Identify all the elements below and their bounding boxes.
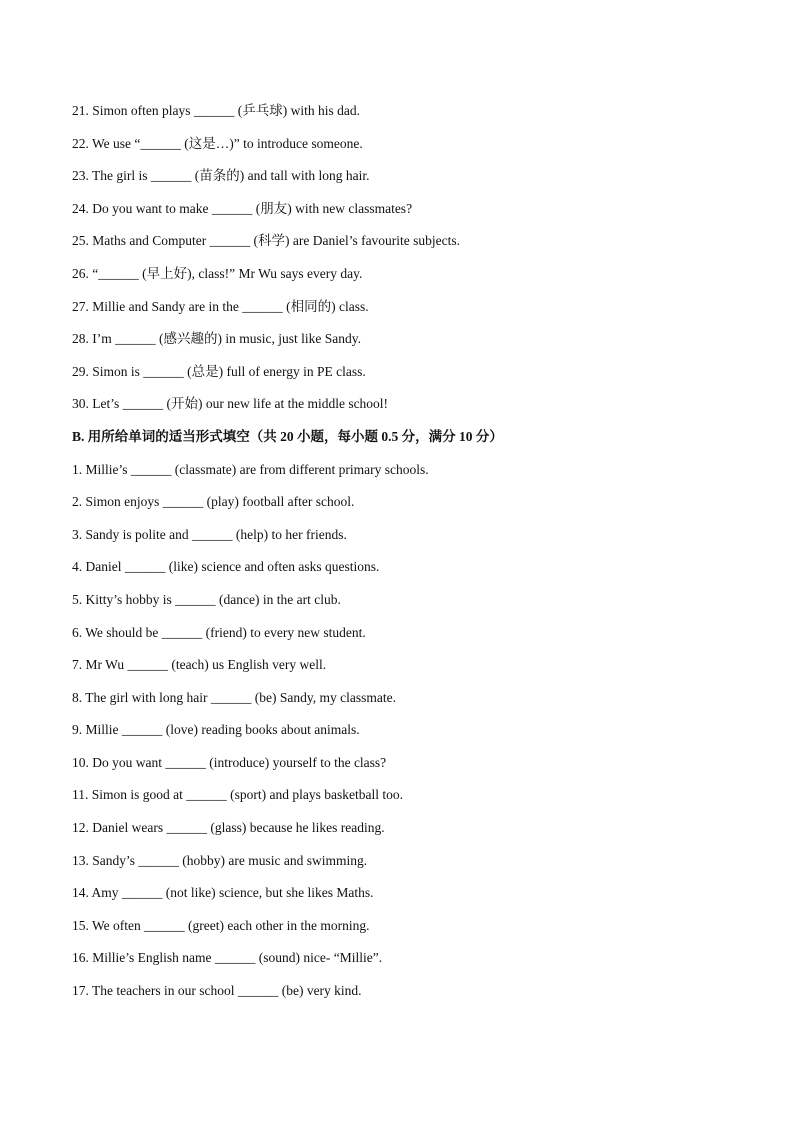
- question-21: 21. Simon often plays ______ (乒乓球) with his dad.: [72, 103, 360, 118]
- question-b3: 3. Sandy is polite and ______ (help) to her friends.: [72, 526, 347, 542]
- question-24: 24. Do you want to make ______ (朋友) with new classmates?: [72, 200, 413, 216]
- question-b11: 11. Simon is good at ______ (sport) and plays basketball too.: [72, 787, 403, 803]
- question-22: 22. We use “______ (这是…)” to introduce someone.: [72, 135, 363, 151]
- question-b7: 7. Mr Wu ______ (teach) us English very well.: [72, 657, 327, 673]
- question-26: 26. “______ (早上好), class!” Mr Wu says every day.: [72, 265, 363, 281]
- question-b5: 5. Kitty’s hobby is ______ (dance) in the art club.: [72, 591, 341, 607]
- question-b2: 2. Simon enjoys ______ (play) football after school.: [72, 494, 355, 510]
- question-b6: 6. We should be ______ (friend) to every new student.: [72, 624, 366, 640]
- question-28: 28. I’m ______ (感兴趣的) in music, just like Sandy.: [72, 331, 361, 347]
- question-29: 29. Simon is ______ (总是) full of energy in PE class.: [72, 363, 366, 379]
- question-b10: 10. Do you want ______ (introduce) yourself to the class?: [72, 754, 387, 770]
- question-27: 27. Millie and Sandy are in the ______ (相同的) class.: [72, 298, 369, 314]
- question-b14: 14. Amy ______ (not like) science, but she likes Maths.: [72, 885, 374, 901]
- question-b9: 9. Millie ______ (love) reading books about animals.: [72, 722, 360, 738]
- question-b1: 1. Millie’s ______ (classmate) are from different primary schools.: [72, 461, 429, 477]
- section-b-heading: B. 用所给单词的适当形式填空（共 20 小题，每小题 0.5 分，满分 10 分）: [72, 428, 503, 444]
- question-b15: 15. We often ______ (greet) each other in the morning.: [72, 917, 370, 933]
- question-b4: 4. Daniel ______ (like) science and often asks questions.: [72, 559, 380, 575]
- question-23: 23. The girl is ______ (苗条的) and tall with long hair.: [72, 168, 370, 184]
- question-b17: 17. The teachers in our school ______ (be) very kind.: [72, 983, 362, 999]
- question-b13: 13. Sandy’s ______ (hobby) are music and swimming.: [72, 852, 368, 868]
- question-b12: 12. Daniel wears ______ (glass) because he likes reading.: [72, 820, 385, 836]
- question-b16: 16. Millie’s English name ______ (sound) nice- “Millie”.: [72, 950, 383, 966]
- question-30: 30. Let’s ______ (开始) our new life at the middle school!: [72, 396, 389, 412]
- question-25: 25. Maths and Computer ______ (科学) are Daniel’s favourite subjects.: [72, 233, 461, 249]
- worksheet-page: [72, 101, 732, 1014]
- question-b8: 8. The girl with long hair ______ (be) Sandy, my classmate.: [72, 689, 396, 705]
